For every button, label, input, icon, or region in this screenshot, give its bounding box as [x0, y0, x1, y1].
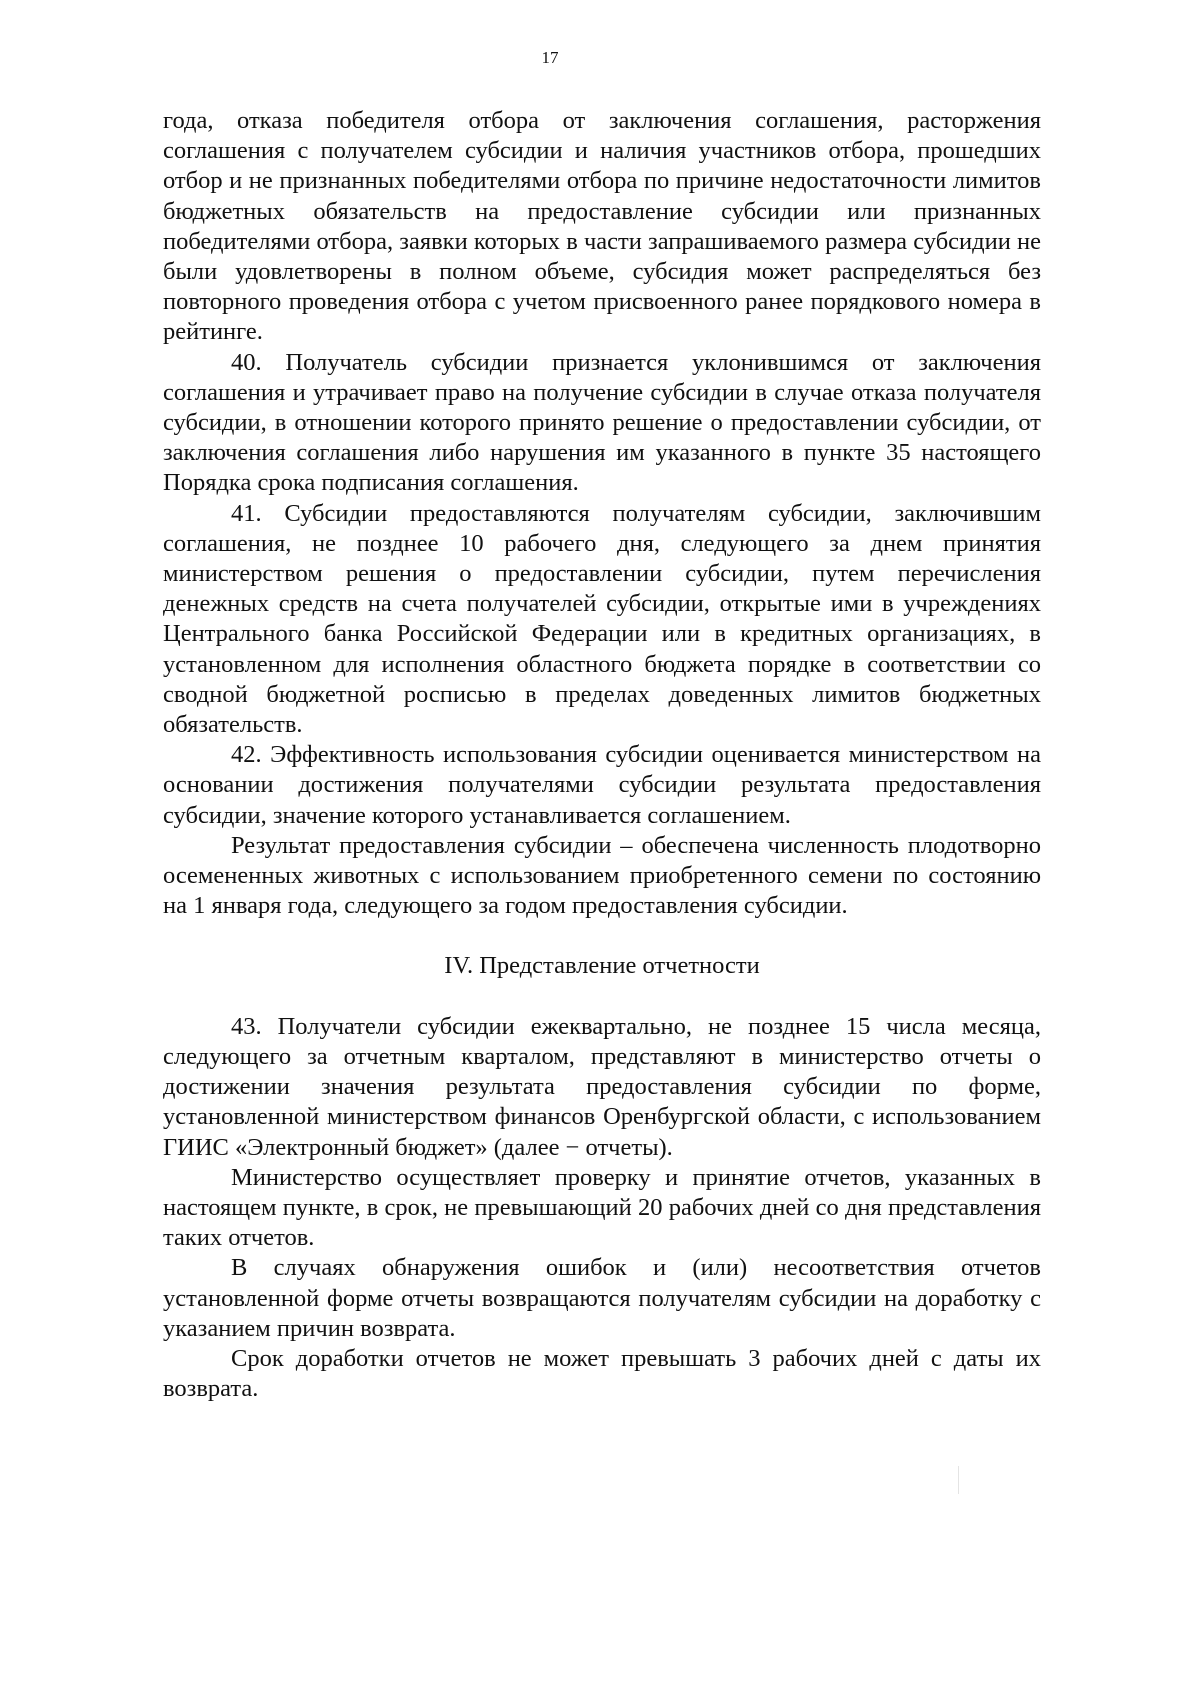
- scan-artifact: [958, 1466, 959, 1494]
- section-heading: IV. Представление отчетности: [444, 952, 760, 980]
- paragraph-report-review: Министерство осуществляет проверку и принятие отчетов, указанных в настоящем пункте, в срок, не превышающий 20 рабочих дней со дня представления таких отчетов.: [163, 1163, 1041, 1252]
- paragraph-report-deadline: Срок доработки отчетов не может превышать 3 рабочих дней с даты их возврата.: [163, 1344, 1041, 1403]
- document-body: [163, 106, 1041, 1404]
- paragraph-item-42: 42. Эффективность использования субсидии оценивается министерством на основании достижения получателями субсидии результата предоставления субсидии, значение которого устанавливается соглашением.: [163, 741, 1041, 829]
- paragraph-item-40: 40. Получатель субсидии признается уклонившимся от заключения соглашения и утрачивает право на получение субсидии в случае отказа получателя субсидии, в отношении которого принято решение о предоставлении субсидии, от заключения соглашения либо нарушения им указанного в пункте 35 настоящего Порядка срока подписания соглашения.: [163, 348, 1041, 497]
- paragraph-continuation: года, отказа победителя отбора от заключения соглашения, расторжения соглашения с получателем субсидии и наличия участников отбора, прошедших отбор и не признанных победителями отбора по причине недостаточности лимитов бюджетных обязательств на предоставление субсидии или признанных победителями отбора, заявки которых в части запрашиваемого размера субсидии не были удовлетворены в полном объеме, субсидия может распределяться без повторного проведения отбора с учетом присвоенного ранее порядкового номера в рейтинге.: [163, 107, 1041, 346]
- page-number: 17: [541, 48, 559, 67]
- paragraph-report-errors: В случаях обнаружения ошибок и (или) несоответствия отчетов установленной форме отчеты возвращаются получателям субсидии на доработку с указанием причин возврата.: [163, 1254, 1041, 1342]
- paragraph-item-43: 43. Получатели субсидии ежеквартально, не позднее 15 числа месяца, следующего за отчетным кварталом, представляют в министерство отчеты о достижении значения результата предоставления субсидии по форме, установленной министерством финансов Оренбургской области, с использованием ГИИС «Электронный бюджет» (далее − отчеты).: [163, 1012, 1041, 1161]
- paragraph-item-41: 41. Субсидии предоставляются получателям субсидии, заключившим соглашения, не позднее 10 рабочего дня, следующего за днем принятия министерством решения о предоставлении субсидии, путем перечисления денежных средств на счета получателей субсидии, открытые ими в учреждениях Центрального банка Российской Федерации или в кредитных организациях, в установленном для исполнения областного бюджета порядке в соответствии со сводной бюджетной росписью в пределах доведенных лимитов бюджетных обязательств.: [163, 499, 1041, 739]
- paragraph-subsidy-result: Результат предоставления субсидии – обеспечена численность плодотворно осемененных животных с использованием приобретенного семени по состоянию на 1 января года, следующего за годом предоставления субсидии.: [163, 831, 1041, 920]
